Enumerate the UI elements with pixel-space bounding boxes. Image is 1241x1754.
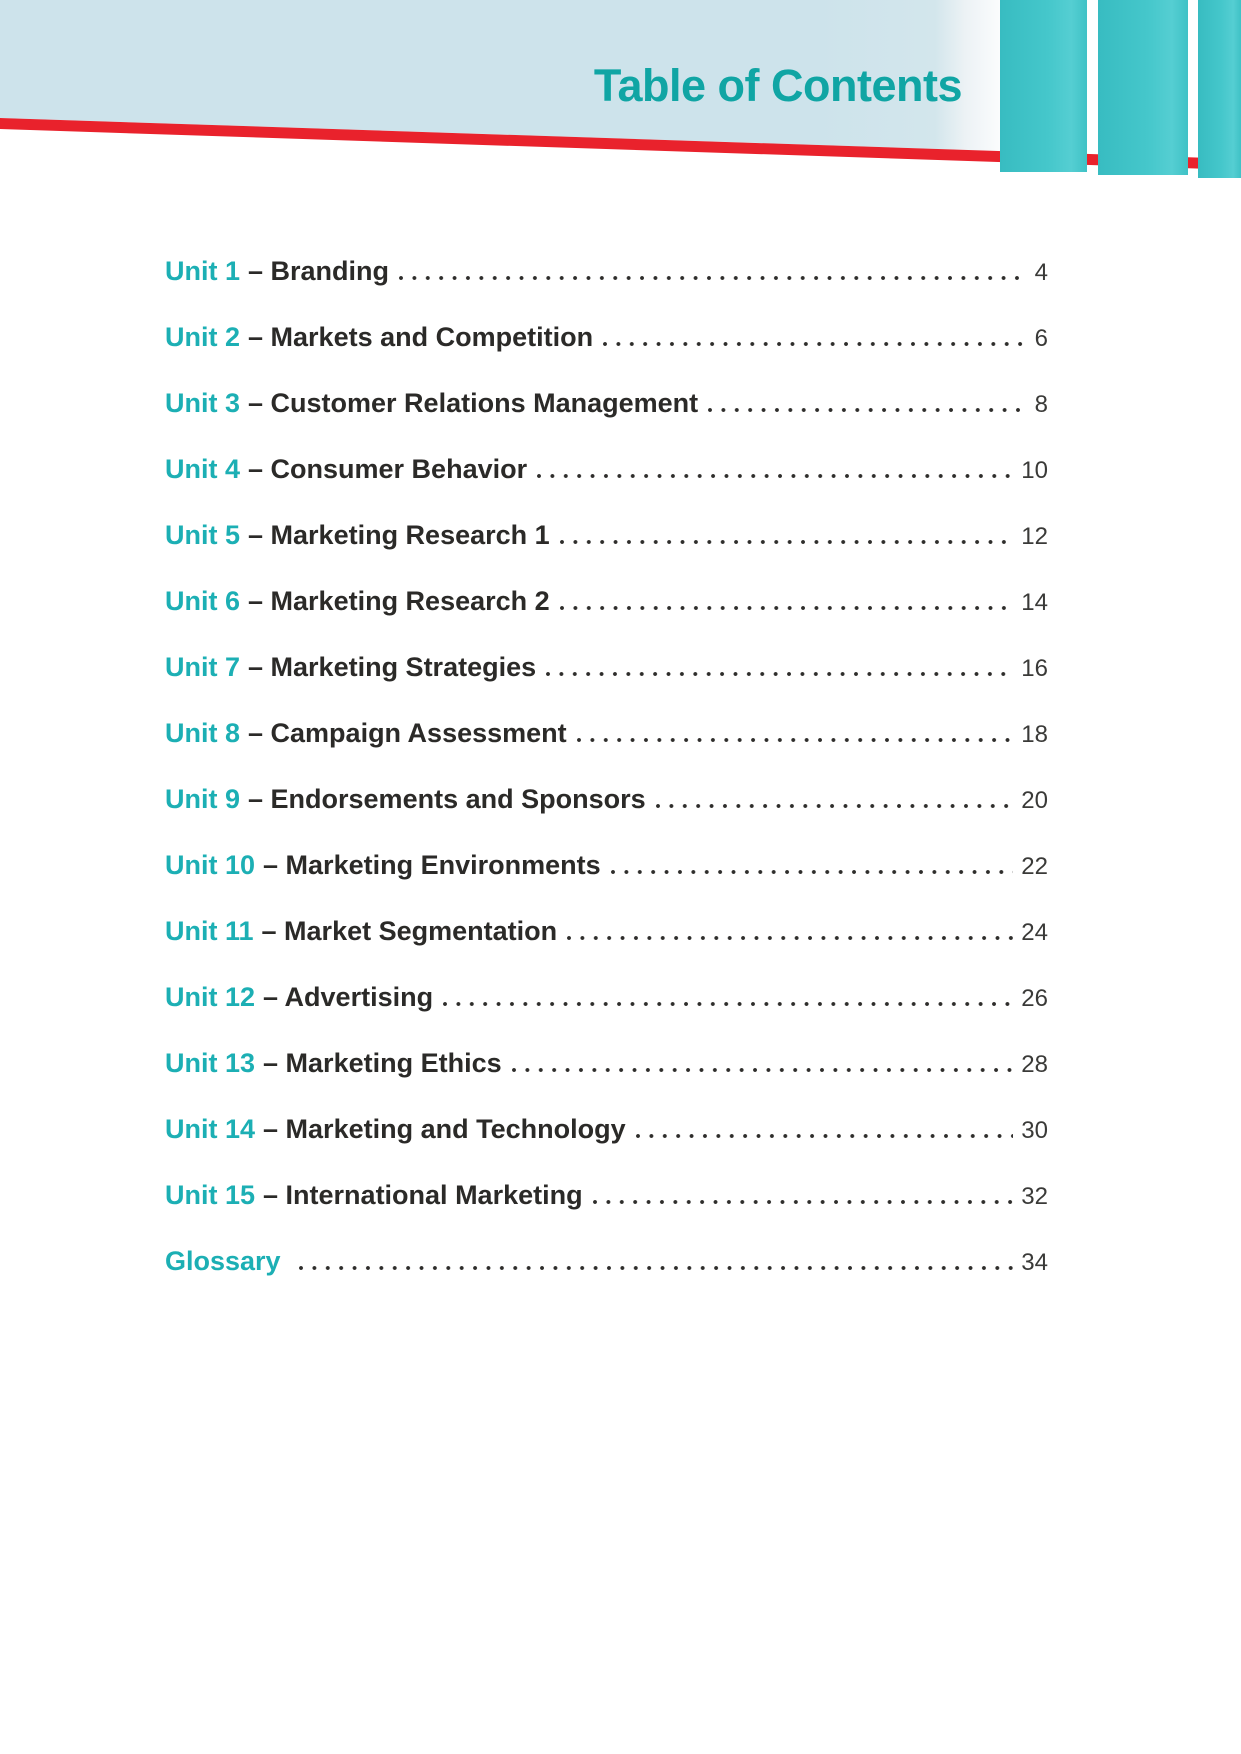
toc-leader-dots bbox=[603, 342, 1027, 346]
toc-leader-dots bbox=[708, 408, 1027, 412]
toc-entry bbox=[165, 370, 1048, 436]
toc-leader-dots bbox=[567, 936, 1013, 940]
toc-leader-dots bbox=[656, 804, 1014, 808]
toc-entry-page-number: 16 bbox=[1021, 655, 1048, 682]
toc-entry-title: – Customer Relations Management bbox=[248, 388, 699, 418]
toc-list bbox=[165, 238, 1048, 1294]
toc-entry-unit-label: Unit 9 bbox=[165, 784, 241, 814]
toc-entry-title: – Branding bbox=[248, 256, 390, 286]
toc-entry-title: – Marketing and Technology bbox=[263, 1114, 626, 1144]
toc-entry bbox=[165, 634, 1048, 700]
toc-entry-unit-label: Unit 15 bbox=[165, 1180, 256, 1210]
toc-leader-dots bbox=[443, 1002, 1013, 1006]
toc-leader-dots bbox=[537, 474, 1013, 478]
toc-entry bbox=[165, 898, 1048, 964]
toc-leader-dots bbox=[512, 1068, 1014, 1072]
toc-entry-unit-label: Unit 11 bbox=[165, 916, 254, 946]
toc-entry-title: – Endorsements and Sponsors bbox=[248, 784, 646, 814]
toc-entry-title: – Consumer Behavior bbox=[248, 454, 528, 484]
toc-entry bbox=[165, 766, 1048, 832]
toc-entry bbox=[165, 1162, 1048, 1228]
toc-entry-page-number: 20 bbox=[1021, 787, 1048, 814]
toc-leader-dots bbox=[399, 276, 1027, 280]
toc-entry-unit-label: Unit 5 bbox=[165, 520, 241, 550]
toc-entry-unit-label: Unit 10 bbox=[165, 850, 256, 880]
toc-entry-page-number: 4 bbox=[1034, 259, 1048, 286]
toc-entry-page-number: 18 bbox=[1021, 721, 1048, 748]
toc-entry-unit-label: Unit 4 bbox=[165, 454, 241, 484]
toc-entry-page-number: 10 bbox=[1021, 457, 1048, 484]
toc-entry-unit-label: Glossary bbox=[165, 1246, 281, 1276]
toc-entry bbox=[165, 700, 1048, 766]
toc-entry-title: – Marketing Ethics bbox=[263, 1048, 502, 1078]
toc-entry-title: – Marketing Environments bbox=[263, 850, 601, 880]
toc-entry-page-number: 30 bbox=[1021, 1117, 1048, 1144]
teal-bar-2 bbox=[1098, 0, 1188, 175]
toc-leader-dots bbox=[593, 1200, 1014, 1204]
toc-leader-dots bbox=[611, 870, 1014, 874]
toc-entry bbox=[165, 568, 1048, 634]
toc-entry bbox=[165, 1030, 1048, 1096]
toc-entry-unit-label: Unit 3 bbox=[165, 388, 241, 418]
toc-entry-title: – Marketing Strategies bbox=[248, 652, 537, 682]
toc-entry bbox=[165, 436, 1048, 502]
toc-entry-page-number: 32 bbox=[1021, 1183, 1048, 1210]
teal-bar-1 bbox=[1000, 0, 1087, 172]
toc-entry-title: – International Marketing bbox=[263, 1180, 583, 1210]
toc-entry-page-number: 22 bbox=[1021, 853, 1048, 880]
toc-entry-page-number: 34 bbox=[1021, 1249, 1048, 1276]
toc-leader-dots bbox=[546, 672, 1013, 676]
toc-entry-title: – Marketing Research 2 bbox=[248, 586, 550, 616]
toc-entry-page-number: 12 bbox=[1021, 523, 1048, 550]
toc-entry-unit-label: Unit 2 bbox=[165, 322, 241, 352]
toc-entry bbox=[165, 964, 1048, 1030]
toc-entry bbox=[165, 502, 1048, 568]
toc-entry bbox=[165, 1228, 1048, 1294]
toc-entry-title: – Advertising bbox=[263, 982, 434, 1012]
toc-entry-unit-label: Unit 8 bbox=[165, 718, 241, 748]
toc-entry-unit-label: Unit 6 bbox=[165, 586, 241, 616]
toc-entry-unit-label: Unit 7 bbox=[165, 652, 241, 682]
toc-leader-dots bbox=[560, 606, 1014, 610]
toc-leader-dots bbox=[577, 738, 1014, 742]
toc-leader-dots bbox=[299, 1266, 1014, 1270]
page-title: Table of Contents bbox=[593, 60, 962, 111]
toc-entry-page-number: 26 bbox=[1021, 985, 1048, 1012]
toc-entry-page-number: 14 bbox=[1021, 589, 1048, 616]
toc-entry-page-number: 24 bbox=[1021, 919, 1048, 946]
toc-entry-title: – Campaign Assessment bbox=[248, 718, 567, 748]
teal-bar-3 bbox=[1198, 0, 1241, 178]
toc-entry bbox=[165, 238, 1048, 304]
toc-leader-dots bbox=[560, 540, 1014, 544]
toc-entry bbox=[165, 1096, 1048, 1162]
toc-entry-page-number: 8 bbox=[1034, 391, 1048, 418]
toc-entry-page-number: 6 bbox=[1034, 325, 1048, 352]
toc-entry-page-number: 28 bbox=[1021, 1051, 1048, 1078]
toc-entry bbox=[165, 832, 1048, 898]
toc-entry-title: – Marketing Research 1 bbox=[248, 520, 550, 550]
toc-leader-dots bbox=[636, 1134, 1014, 1138]
toc-entry-unit-label: Unit 13 bbox=[165, 1048, 256, 1078]
toc-entry bbox=[165, 304, 1048, 370]
toc-entry-unit-label: Unit 1 bbox=[165, 256, 241, 286]
toc-entry-unit-label: Unit 14 bbox=[165, 1114, 256, 1144]
toc-entry-title: – Markets and Competition bbox=[248, 322, 594, 352]
toc-entry-unit-label: Unit 12 bbox=[165, 982, 256, 1012]
toc-entry-title: – Market Segmentation bbox=[261, 916, 558, 946]
